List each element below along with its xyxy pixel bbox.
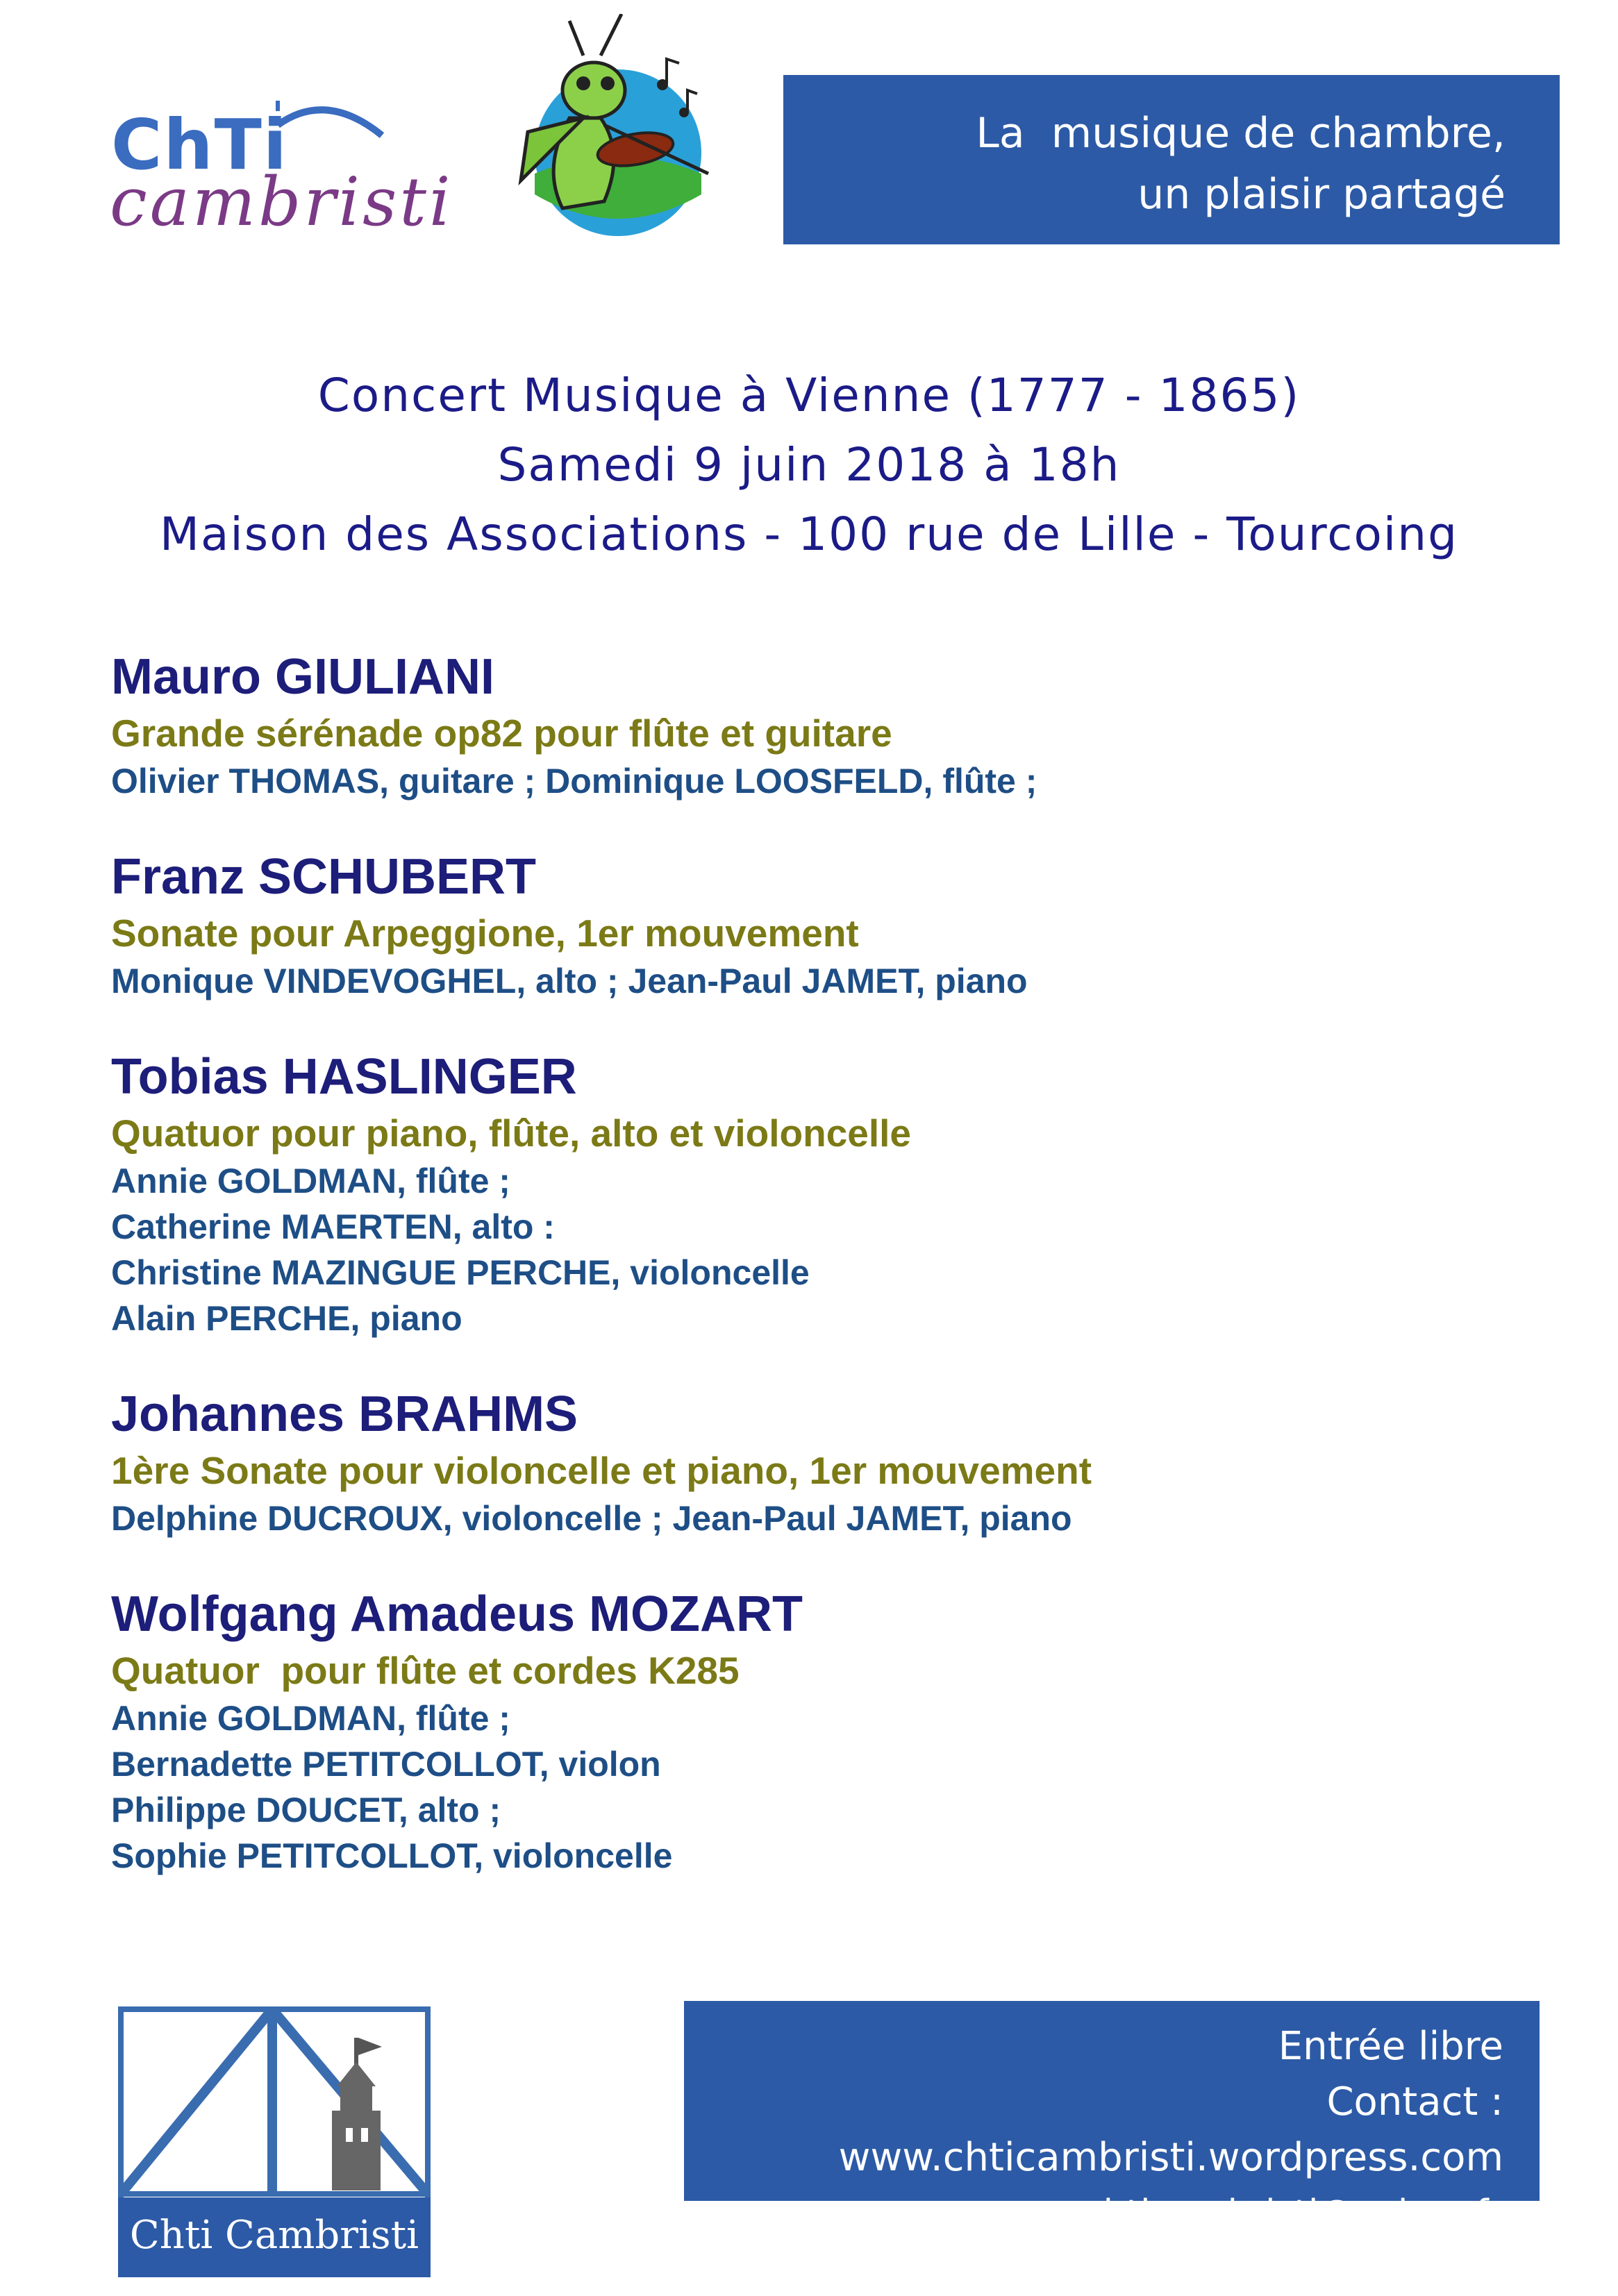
performer-line: Annie GOLDMAN, flûte ; [111,1162,510,1200]
program-piece [111,1383,1500,1541]
performer-line: Sophie PETITCOLLOT, violoncelle [111,1836,673,1875]
contact-email[interactable]: chticambristi@yahoo.fr [1083,2193,1503,2234]
work-title: Quatuor pour piano, flûte, alto et violoncelle [111,1112,912,1155]
tagline-line-2: un plaisir partagé [1137,170,1506,219]
composer-name: Johannes BRAHMS [111,1386,578,1442]
event-info [0,361,1618,569]
work-title: Quatuor pour flûte et cordes K285 [111,1649,740,1692]
program-piece [111,1583,1500,1879]
program-list [111,646,1500,1920]
performer-line: Alain PERCHE, piano [111,1299,462,1338]
event-venue: Maison des Associations - 100 rue de Lille - Tourcoing [160,508,1458,561]
work-title: Grande sérénade op82 pour flûte et guitare [111,712,892,755]
composer-name: Wolfgang Amadeus MOZART [111,1586,803,1642]
performer-line: Bernadette PETITCOLLOT, violon [111,1745,661,1784]
performer-line: Annie GOLDMAN, flûte ; [111,1699,510,1738]
event-date: Samedi 9 juin 2018 à 18h [497,438,1121,492]
program-piece [111,846,1500,1004]
performer-line: Olivier THOMAS, guitare ; Dominique LOOSFELD, flûte ; [111,762,1037,801]
logo-text-cambristi: cambristi [110,163,453,241]
composer-name: Franz SCHUBERT [111,849,537,905]
tagline-line-1: La musique de chambre, [976,109,1506,158]
program-piece [111,1046,1500,1341]
composer-name: Tobias HASLINGER [111,1049,577,1105]
contact-website[interactable]: Contact : www.chticambristi.wordpress.com [838,2079,1503,2180]
work-title: 1ère Sonate pour violoncelle et piano, 1er mouvement [111,1449,1092,1492]
performer-line: Christine MAZINGUE PERCHE, violoncelle [111,1253,810,1292]
performer-line: Delphine DUCROUX, violoncelle ; Jean-Paul JAMET, piano [111,1499,1072,1538]
program-piece [111,646,1500,804]
event-title: Concert Musique à Vienne (1777 - 1865) [317,369,1301,422]
performer-line: Philippe DOUCET, alto ; [111,1791,501,1829]
composer-name: Mauro GIULIANI [111,649,494,705]
work-title: Sonate pour Arpeggione, 1er mouvement [111,912,859,955]
performer-line: Catherine MAERTEN, alto : [111,1207,555,1246]
footer-logo [118,2006,431,2277]
logo-text-chti: ChTi [111,104,289,185]
tagline-box [783,75,1560,244]
contact-box [684,2001,1540,2234]
performer-line: Monique VINDEVOGHEL, alto ; Jean-Paul JAMET, piano [111,962,1028,1000]
grasshopper-violin-icon [479,14,743,236]
entry-label: Entrée libre [1278,2024,1503,2069]
footer-logo-label: Chti Cambristi [129,2213,419,2258]
